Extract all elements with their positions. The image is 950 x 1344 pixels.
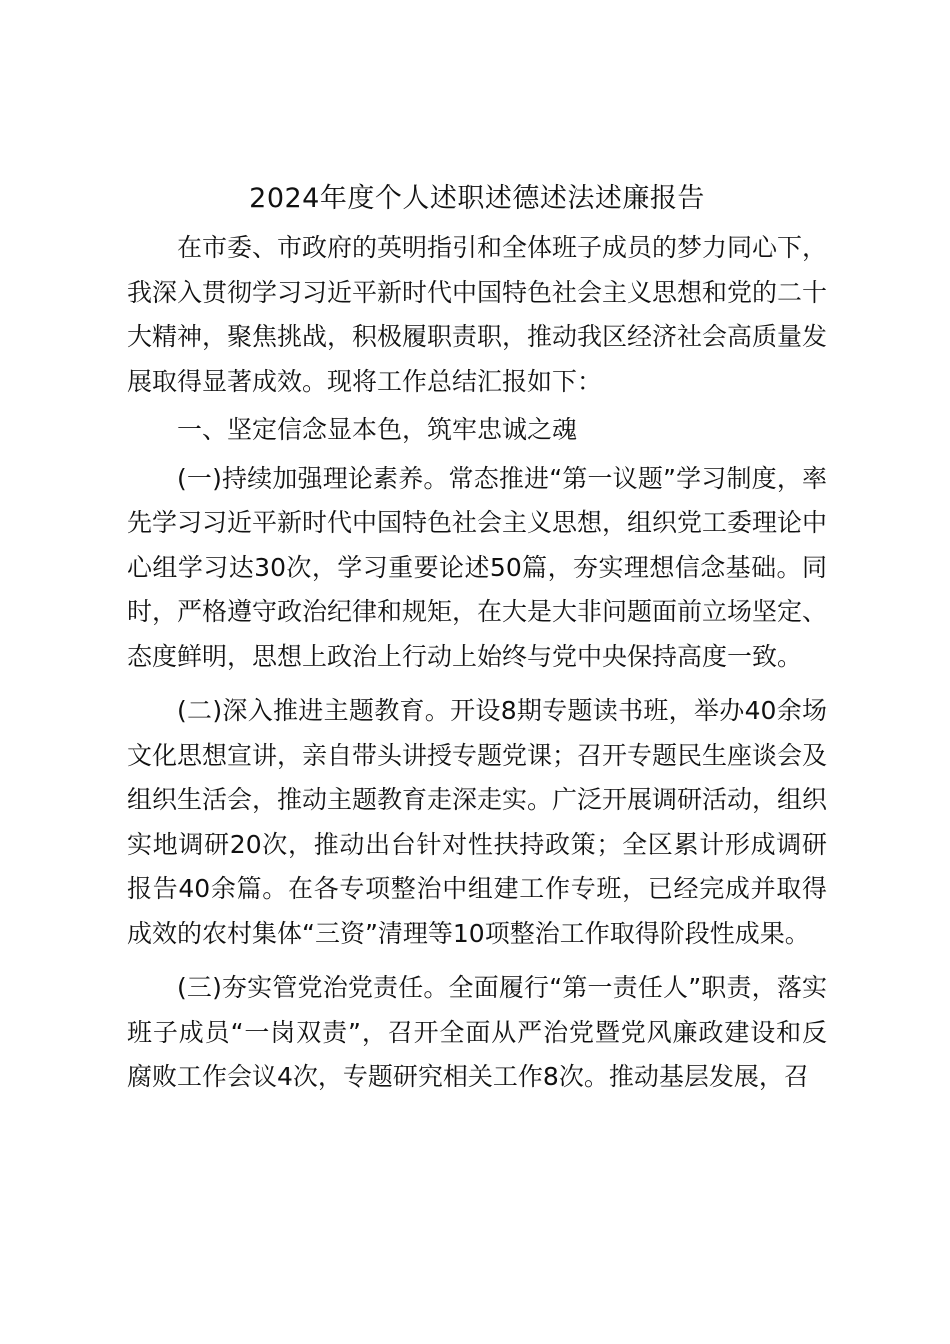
document-title: 2024年度个人述职述德述法述廉报告 xyxy=(249,183,705,214)
paragraph-theory: (一)持续加强理论素养。常态推进“第一议题”学习制度，率先学习习近平新时代中国特色社会主义思想，组织党工委理论中心组学习达30次，学习重要论述50篇，夯实理想信念基础。同时，严格遵守政治纪律和规矩，在大是大非问题面前立场坚定、态度鲜明，思想上政治上行动上始终与党中央保持高度一致。 xyxy=(127,463,828,671)
document-page xyxy=(127,172,827,1100)
paragraph-education: (二)深入推进主题教育。开设8期专题读书班，举办40余场文化思想宣讲，亲自带头讲授专题党课；召开专题民生座谈会及组织生活会，推动主题教育走深走实。广泛开展调研活动，组织实地调研20次，推动出台针对性扶持政策；全区累计形成调研报告40余篇。在各专项整治中组建工作专班，已经完成并取得成效的农村集体“三资”清理等10项整治工作取得阶段性成果。 xyxy=(127,696,828,948)
section-heading: 一、坚定信念显本色，筑牢忠诚之魂 xyxy=(177,415,578,444)
paragraph-responsibility: (三)夯实管党治党责任。全面履行“第一责任人”职责，落实班子成员“一岗双责”，召开全面从严治党暨党风廉政建设和反腐败工作会议4次，专题研究相关工作8次。推动基层发展，召 xyxy=(127,973,827,1091)
intro-paragraph: 在市委、市政府的英明指引和全体班子成员的梦力同心下，我深入贯彻学习习近平新时代中国特色社会主义思想和党的二十大精神，聚焦挑战，积极履职责职，推动我区经济社会高质量发展取得显著成效。现将工作总结汇报如下： xyxy=(127,233,828,396)
